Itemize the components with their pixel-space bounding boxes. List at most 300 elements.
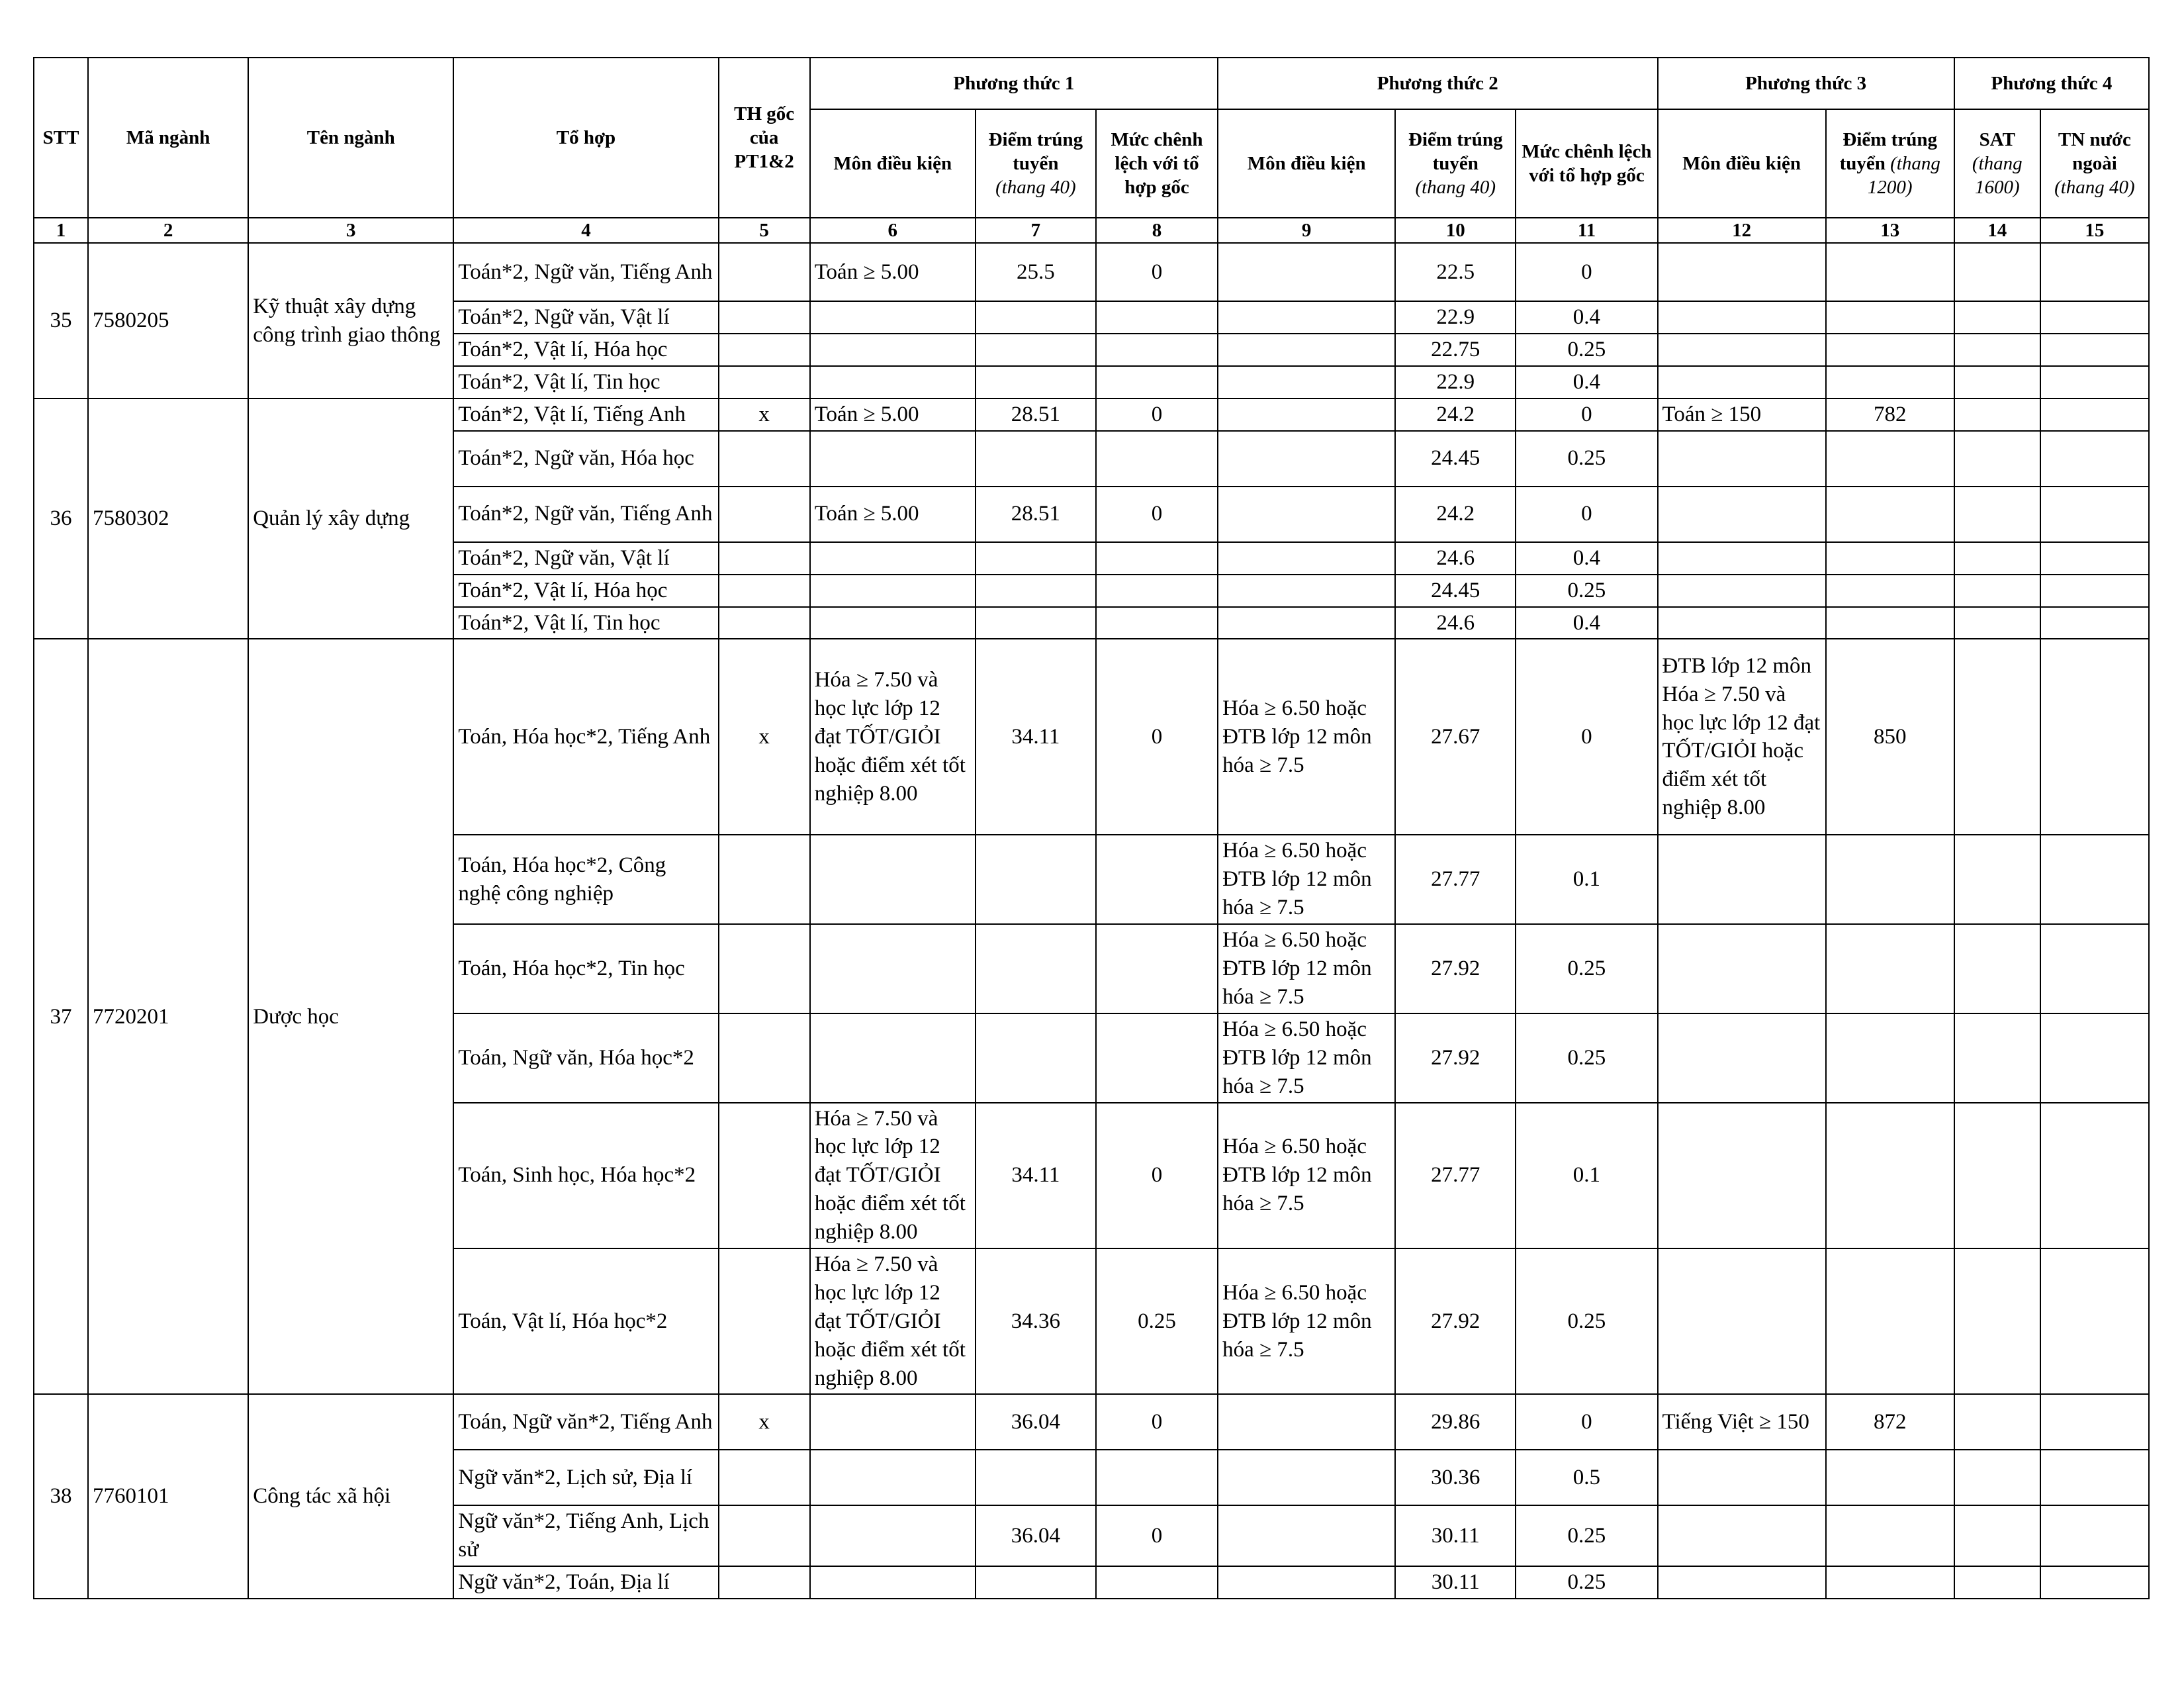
pt3-mon-dieu-kien-cell xyxy=(1658,1013,1826,1103)
pt2-mon-dieu-kien-cell xyxy=(1218,542,1395,575)
header-sat-scale: (thang 1600) xyxy=(1972,152,2023,199)
th-goc-cell xyxy=(719,334,810,366)
th-goc-cell: x xyxy=(719,399,810,431)
table-body xyxy=(34,243,2149,1599)
stt-cell: 36 xyxy=(34,399,88,639)
to-hop-cell: Toán*2, Ngữ văn, Tiếng Anh xyxy=(453,487,718,542)
pt1-diem-cell xyxy=(976,1566,1096,1599)
pt1-mon-dieu-kien-cell xyxy=(810,835,976,924)
pt1-diem-cell: 36.04 xyxy=(976,1505,1096,1566)
tn-nuoc-ngoai-cell xyxy=(2040,1394,2149,1450)
to-hop-cell: Ngữ văn*2, Toán, Địa lí xyxy=(453,1566,718,1599)
th-goc-cell xyxy=(719,924,810,1013)
pt1-mon-dieu-kien-cell xyxy=(810,1566,976,1599)
pt1-mon-dieu-kien-cell xyxy=(810,924,976,1013)
column-number: 12 xyxy=(1658,218,1826,243)
header-tn-nuoc-ngoai xyxy=(2040,109,2149,218)
pt1-mon-dieu-kien-cell: Toán ≥ 5.00 xyxy=(810,487,976,542)
pt1-chenh-lech-cell xyxy=(1096,366,1218,399)
pt2-mon-dieu-kien-cell xyxy=(1218,243,1395,301)
header-phuong-thuc-1: Phương thức 1 xyxy=(810,58,1218,109)
header-th-goc-line3: PT1&2 xyxy=(734,151,794,173)
pt2-chenh-lech-cell: 0.1 xyxy=(1516,1103,1657,1248)
th-goc-cell xyxy=(719,835,810,924)
tn-nuoc-ngoai-cell xyxy=(2040,334,2149,366)
pt1-diem-cell xyxy=(976,924,1096,1013)
sat-cell xyxy=(1954,1450,2040,1505)
sat-cell xyxy=(1954,487,2040,542)
pt3-mon-dieu-kien-cell xyxy=(1658,835,1826,924)
pt1-chenh-lech-cell: 0 xyxy=(1096,639,1218,835)
header-pt2-diem xyxy=(1395,109,1516,218)
pt2-mon-dieu-kien-cell: Hóa ≥ 6.50 hoặc ĐTB lớp 12 môn hóa ≥ 7.5 xyxy=(1218,1013,1395,1103)
admission-table-container xyxy=(33,57,2150,1599)
pt2-chenh-lech-cell: 0.4 xyxy=(1516,607,1657,639)
tn-nuoc-ngoai-cell xyxy=(2040,924,2149,1013)
pt2-diem-cell: 24.45 xyxy=(1395,431,1516,487)
column-number: 13 xyxy=(1826,218,1954,243)
pt2-chenh-lech-cell: 0.25 xyxy=(1516,431,1657,487)
tn-nuoc-ngoai-cell xyxy=(2040,1103,2149,1248)
pt3-diem-cell xyxy=(1826,431,1954,487)
to-hop-cell: Toán, Ngữ văn, Hóa học*2 xyxy=(453,1013,718,1103)
pt1-chenh-lech-cell: 0 xyxy=(1096,243,1218,301)
pt2-diem-cell: 30.11 xyxy=(1395,1505,1516,1566)
th-goc-cell xyxy=(719,487,810,542)
sat-cell xyxy=(1954,366,2040,399)
pt2-chenh-lech-cell: 0.1 xyxy=(1516,835,1657,924)
pt2-mon-dieu-kien-cell xyxy=(1218,399,1395,431)
pt2-diem-cell: 22.9 xyxy=(1395,301,1516,334)
tn-nuoc-ngoai-cell xyxy=(2040,639,2149,835)
pt2-mon-dieu-kien-cell xyxy=(1218,334,1395,366)
pt2-mon-dieu-kien-cell xyxy=(1218,301,1395,334)
pt2-diem-cell: 24.2 xyxy=(1395,399,1516,431)
stt-cell: 37 xyxy=(34,639,88,1394)
th-goc-cell: x xyxy=(719,639,810,835)
header-pt1-mon-dieu-kien: Môn điều kiện xyxy=(810,109,976,218)
pt1-diem-cell xyxy=(976,334,1096,366)
tn-nuoc-ngoai-cell xyxy=(2040,575,2149,607)
pt2-chenh-lech-cell: 0 xyxy=(1516,399,1657,431)
pt2-diem-cell: 24.45 xyxy=(1395,575,1516,607)
pt3-mon-dieu-kien-cell xyxy=(1658,1505,1826,1566)
to-hop-cell: Toán*2, Ngữ văn, Vật lí xyxy=(453,301,718,334)
pt1-mon-dieu-kien-cell: Hóa ≥ 7.50 và học lực lớp 12 đạt TỐT/GIỎI hoặc điểm xét tốt nghiệp 8.00 xyxy=(810,639,976,835)
th-goc-cell xyxy=(719,607,810,639)
pt3-diem-cell xyxy=(1826,334,1954,366)
header-tn-scale: (thang 40) xyxy=(2054,177,2135,199)
to-hop-cell: Toán, Sinh học, Hóa học*2 xyxy=(453,1103,718,1248)
sat-cell xyxy=(1954,1505,2040,1566)
ma-nganh-cell: 7760101 xyxy=(88,1394,248,1599)
pt1-mon-dieu-kien-cell xyxy=(810,334,976,366)
pt2-chenh-lech-cell: 0.4 xyxy=(1516,301,1657,334)
header-sat-label: SAT xyxy=(1979,128,2015,150)
tn-nuoc-ngoai-cell xyxy=(2040,835,2149,924)
pt3-diem-cell xyxy=(1826,1248,1954,1394)
pt1-chenh-lech-cell xyxy=(1096,835,1218,924)
pt1-diem-cell: 34.36 xyxy=(976,1248,1096,1394)
pt1-chenh-lech-cell xyxy=(1096,431,1218,487)
table-row xyxy=(34,399,2149,431)
pt3-diem-cell xyxy=(1826,835,1954,924)
pt2-mon-dieu-kien-cell xyxy=(1218,575,1395,607)
pt1-diem-cell: 28.51 xyxy=(976,487,1096,542)
tn-nuoc-ngoai-cell xyxy=(2040,431,2149,487)
header-stt: STT xyxy=(34,58,88,218)
pt1-mon-dieu-kien-cell xyxy=(810,1450,976,1505)
tn-nuoc-ngoai-cell xyxy=(2040,1566,2149,1599)
pt3-diem-cell xyxy=(1826,924,1954,1013)
pt1-diem-cell: 36.04 xyxy=(976,1394,1096,1450)
pt3-mon-dieu-kien-cell: Tiếng Việt ≥ 150 xyxy=(1658,1394,1826,1450)
ma-nganh-cell: 7580205 xyxy=(88,243,248,399)
ma-nganh-cell: 7580302 xyxy=(88,399,248,639)
pt2-diem-cell: 24.6 xyxy=(1395,542,1516,575)
tn-nuoc-ngoai-cell xyxy=(2040,243,2149,301)
pt1-mon-dieu-kien-cell xyxy=(810,1013,976,1103)
pt3-mon-dieu-kien-cell xyxy=(1658,243,1826,301)
sat-cell xyxy=(1954,542,2040,575)
pt3-diem-cell xyxy=(1826,487,1954,542)
pt3-mon-dieu-kien-cell xyxy=(1658,607,1826,639)
th-goc-cell xyxy=(719,542,810,575)
column-number: 8 xyxy=(1096,218,1218,243)
pt3-diem-cell xyxy=(1826,243,1954,301)
column-number: 5 xyxy=(719,218,810,243)
pt1-mon-dieu-kien-cell xyxy=(810,1505,976,1566)
pt3-mon-dieu-kien-cell xyxy=(1658,431,1826,487)
th-goc-cell xyxy=(719,1566,810,1599)
pt2-mon-dieu-kien-cell xyxy=(1218,366,1395,399)
sat-cell xyxy=(1954,334,2040,366)
pt1-chenh-lech-cell xyxy=(1096,1450,1218,1505)
pt2-mon-dieu-kien-cell: Hóa ≥ 6.50 hoặc ĐTB lớp 12 môn hóa ≥ 7.5 xyxy=(1218,639,1395,835)
header-phuong-thuc-3: Phương thức 3 xyxy=(1658,58,1954,109)
to-hop-cell: Toán*2, Ngữ văn, Hóa học xyxy=(453,431,718,487)
table-header xyxy=(34,58,2149,243)
column-number: 11 xyxy=(1516,218,1657,243)
to-hop-cell: Ngữ văn*2, Lịch sử, Địa lí xyxy=(453,1450,718,1505)
pt2-diem-cell: 24.6 xyxy=(1395,607,1516,639)
column-number: 10 xyxy=(1395,218,1516,243)
pt1-mon-dieu-kien-cell: Toán ≥ 5.00 xyxy=(810,399,976,431)
header-pt1-diem-label: Điểm trúng tuyển xyxy=(988,128,1083,174)
tn-nuoc-ngoai-cell xyxy=(2040,399,2149,431)
header-ma-nganh: Mã ngành xyxy=(88,58,248,218)
pt2-mon-dieu-kien-cell xyxy=(1218,487,1395,542)
pt3-diem-cell: 850 xyxy=(1826,639,1954,835)
tn-nuoc-ngoai-cell xyxy=(2040,607,2149,639)
th-goc-cell xyxy=(719,1103,810,1248)
sat-cell xyxy=(1954,1394,2040,1450)
pt2-diem-cell: 27.92 xyxy=(1395,924,1516,1013)
to-hop-cell: Toán*2, Vật lí, Tin học xyxy=(453,366,718,399)
header-tn-label: TN nước ngoài xyxy=(2058,128,2131,174)
th-goc-cell: x xyxy=(719,1394,810,1450)
to-hop-cell: Toán, Hóa học*2, Công nghệ công nghiệp xyxy=(453,835,718,924)
th-goc-cell xyxy=(719,301,810,334)
pt1-diem-cell xyxy=(976,366,1096,399)
pt1-diem-cell xyxy=(976,607,1096,639)
pt1-diem-cell: 34.11 xyxy=(976,1103,1096,1248)
header-pt1-diem-scale: (thang 40) xyxy=(995,177,1076,199)
pt3-diem-cell xyxy=(1826,366,1954,399)
pt3-mon-dieu-kien-cell xyxy=(1658,1566,1826,1599)
sat-cell xyxy=(1954,1566,2040,1599)
sat-cell xyxy=(1954,1013,2040,1103)
pt3-mon-dieu-kien-cell xyxy=(1658,487,1826,542)
admission-scores-table xyxy=(33,57,2150,1599)
to-hop-cell: Toán, Ngữ văn*2, Tiếng Anh xyxy=(453,1394,718,1450)
header-pt1-diem xyxy=(976,109,1096,218)
th-goc-cell xyxy=(719,1248,810,1394)
sat-cell xyxy=(1954,431,2040,487)
pt1-diem-cell xyxy=(976,542,1096,575)
header-pt3-diem-scale: (thang 1200) xyxy=(1867,152,1940,199)
pt2-chenh-lech-cell: 0.25 xyxy=(1516,1248,1657,1394)
column-number: 4 xyxy=(453,218,718,243)
table-row xyxy=(34,243,2149,301)
tn-nuoc-ngoai-cell xyxy=(2040,1450,2149,1505)
to-hop-cell: Toán*2, Vật lí, Tin học xyxy=(453,607,718,639)
th-goc-cell xyxy=(719,1013,810,1103)
stt-cell: 38 xyxy=(34,1394,88,1599)
sat-cell xyxy=(1954,399,2040,431)
pt2-chenh-lech-cell: 0.25 xyxy=(1516,1505,1657,1566)
sat-cell xyxy=(1954,639,2040,835)
to-hop-cell: Toán*2, Ngữ văn, Tiếng Anh xyxy=(453,243,718,301)
column-number-row xyxy=(34,218,2149,243)
pt1-mon-dieu-kien-cell: Hóa ≥ 7.50 và học lực lớp 12 đạt TỐT/GIỎI hoặc điểm xét tốt nghiệp 8.00 xyxy=(810,1248,976,1394)
ten-nganh-cell: Công tác xã hội xyxy=(248,1394,453,1599)
pt2-diem-cell: 27.77 xyxy=(1395,1103,1516,1248)
sat-cell xyxy=(1954,607,2040,639)
ma-nganh-cell: 7720201 xyxy=(88,639,248,1394)
th-goc-cell xyxy=(719,431,810,487)
sat-cell xyxy=(1954,1103,2040,1248)
pt1-chenh-lech-cell xyxy=(1096,924,1218,1013)
pt1-chenh-lech-cell: 0 xyxy=(1096,1505,1218,1566)
pt1-diem-cell: 25.5 xyxy=(976,243,1096,301)
header-phuong-thuc-4: Phương thức 4 xyxy=(1954,58,2149,109)
pt2-mon-dieu-kien-cell xyxy=(1218,1394,1395,1450)
pt3-diem-cell xyxy=(1826,1103,1954,1248)
header-pt2-chenh-lech: Mức chênh lệch với tổ hợp gốc xyxy=(1516,109,1657,218)
pt3-diem-cell xyxy=(1826,1450,1954,1505)
column-number: 3 xyxy=(248,218,453,243)
header-to-hop: Tổ hợp xyxy=(453,58,718,218)
pt1-chenh-lech-cell: 0.25 xyxy=(1096,1248,1218,1394)
pt1-diem-cell: 34.11 xyxy=(976,639,1096,835)
pt1-diem-cell xyxy=(976,431,1096,487)
header-pt1-chenh-lech: Mức chênh lệch với tổ hợp gốc xyxy=(1096,109,1218,218)
pt1-chenh-lech-cell xyxy=(1096,607,1218,639)
pt2-mon-dieu-kien-cell: Hóa ≥ 6.50 hoặc ĐTB lớp 12 môn hóa ≥ 7.5 xyxy=(1218,1103,1395,1248)
to-hop-cell: Toán, Hóa học*2, Tin học xyxy=(453,924,718,1013)
pt2-chenh-lech-cell: 0.25 xyxy=(1516,924,1657,1013)
to-hop-cell: Toán*2, Vật lí, Hóa học xyxy=(453,334,718,366)
to-hop-cell: Toán*2, Ngữ văn, Vật lí xyxy=(453,542,718,575)
header-pt2-mon-dieu-kien: Môn điều kiện xyxy=(1218,109,1395,218)
sat-cell xyxy=(1954,575,2040,607)
pt1-diem-cell: 28.51 xyxy=(976,399,1096,431)
pt1-chenh-lech-cell: 0 xyxy=(1096,487,1218,542)
header-pt3-diem xyxy=(1826,109,1954,218)
pt2-mon-dieu-kien-cell xyxy=(1218,1566,1395,1599)
pt1-diem-cell xyxy=(976,301,1096,334)
pt3-mon-dieu-kien-cell xyxy=(1658,542,1826,575)
column-number: 14 xyxy=(1954,218,2040,243)
pt2-chenh-lech-cell: 0.25 xyxy=(1516,575,1657,607)
pt1-chenh-lech-cell: 0 xyxy=(1096,1394,1218,1450)
tn-nuoc-ngoai-cell xyxy=(2040,301,2149,334)
header-pt3-mon-dieu-kien: Môn điều kiện xyxy=(1658,109,1826,218)
pt1-diem-cell xyxy=(976,1450,1096,1505)
header-pt2-diem-label: Điểm trúng tuyển xyxy=(1408,128,1503,174)
pt3-diem-cell xyxy=(1826,607,1954,639)
column-number: 7 xyxy=(976,218,1096,243)
pt3-diem-cell xyxy=(1826,301,1954,334)
pt3-diem-cell: 872 xyxy=(1826,1394,1954,1450)
pt2-diem-cell: 30.36 xyxy=(1395,1450,1516,1505)
pt3-mon-dieu-kien-cell xyxy=(1658,924,1826,1013)
pt2-diem-cell: 24.2 xyxy=(1395,487,1516,542)
pt1-mon-dieu-kien-cell: Hóa ≥ 7.50 và học lực lớp 12 đạt TỐT/GIỎI hoặc điểm xét tốt nghiệp 8.00 xyxy=(810,1103,976,1248)
to-hop-cell: Toán, Hóa học*2, Tiếng Anh xyxy=(453,639,718,835)
pt3-diem-cell xyxy=(1826,575,1954,607)
pt2-chenh-lech-cell: 0.4 xyxy=(1516,366,1657,399)
sat-cell xyxy=(1954,835,2040,924)
table-row xyxy=(34,639,2149,835)
th-goc-cell xyxy=(719,366,810,399)
column-number: 6 xyxy=(810,218,976,243)
pt3-mon-dieu-kien-cell xyxy=(1658,575,1826,607)
pt2-chenh-lech-cell: 0.5 xyxy=(1516,1450,1657,1505)
th-goc-cell xyxy=(719,243,810,301)
tn-nuoc-ngoai-cell xyxy=(2040,1505,2149,1566)
to-hop-cell: Toán*2, Vật lí, Hóa học xyxy=(453,575,718,607)
pt1-mon-dieu-kien-cell xyxy=(810,366,976,399)
pt2-diem-cell: 27.67 xyxy=(1395,639,1516,835)
pt2-chenh-lech-cell: 0.25 xyxy=(1516,1013,1657,1103)
pt1-chenh-lech-cell: 0 xyxy=(1096,399,1218,431)
pt3-mon-dieu-kien-cell xyxy=(1658,366,1826,399)
pt3-diem-cell xyxy=(1826,1505,1954,1566)
pt3-mon-dieu-kien-cell xyxy=(1658,1450,1826,1505)
pt2-diem-cell: 30.11 xyxy=(1395,1566,1516,1599)
pt1-diem-cell xyxy=(976,575,1096,607)
pt2-mon-dieu-kien-cell: Hóa ≥ 6.50 hoặc ĐTB lớp 12 môn hóa ≥ 7.5 xyxy=(1218,835,1395,924)
pt2-chenh-lech-cell: 0 xyxy=(1516,243,1657,301)
pt2-mon-dieu-kien-cell xyxy=(1218,1450,1395,1505)
sat-cell xyxy=(1954,243,2040,301)
to-hop-cell: Toán, Vật lí, Hóa học*2 xyxy=(453,1248,718,1394)
header-th-goc-line1: TH gốc xyxy=(734,103,795,124)
pt3-mon-dieu-kien-cell xyxy=(1658,301,1826,334)
pt2-chenh-lech-cell: 0.25 xyxy=(1516,334,1657,366)
pt1-mon-dieu-kien-cell xyxy=(810,301,976,334)
pt3-mon-dieu-kien-cell xyxy=(1658,334,1826,366)
pt2-diem-cell: 27.92 xyxy=(1395,1248,1516,1394)
pt1-chenh-lech-cell xyxy=(1096,1013,1218,1103)
pt1-chenh-lech-cell xyxy=(1096,575,1218,607)
column-number: 1 xyxy=(34,218,88,243)
pt2-chenh-lech-cell: 0 xyxy=(1516,639,1657,835)
pt2-mon-dieu-kien-cell: Hóa ≥ 6.50 hoặc ĐTB lớp 12 môn hóa ≥ 7.5 xyxy=(1218,924,1395,1013)
pt3-diem-cell: 782 xyxy=(1826,399,1954,431)
pt2-mon-dieu-kien-cell xyxy=(1218,1505,1395,1566)
pt2-chenh-lech-cell: 0 xyxy=(1516,487,1657,542)
column-number: 2 xyxy=(88,218,248,243)
header-sat xyxy=(1954,109,2040,218)
pt1-mon-dieu-kien-cell: Toán ≥ 5.00 xyxy=(810,243,976,301)
pt2-chenh-lech-cell: 0 xyxy=(1516,1394,1657,1450)
pt1-chenh-lech-cell: 0 xyxy=(1096,1103,1218,1248)
pt3-mon-dieu-kien-cell xyxy=(1658,1248,1826,1394)
sat-cell xyxy=(1954,1248,2040,1394)
ten-nganh-cell: Kỹ thuật xây dựng công trình giao thông xyxy=(248,243,453,399)
column-number: 9 xyxy=(1218,218,1395,243)
ten-nganh-cell: Dược học xyxy=(248,639,453,1394)
pt1-chenh-lech-cell xyxy=(1096,542,1218,575)
th-goc-cell xyxy=(719,1505,810,1566)
pt1-chenh-lech-cell xyxy=(1096,334,1218,366)
pt2-chenh-lech-cell: 0.25 xyxy=(1516,1566,1657,1599)
header-th-goc-line2: của xyxy=(749,126,779,148)
tn-nuoc-ngoai-cell xyxy=(2040,1013,2149,1103)
th-goc-cell xyxy=(719,1450,810,1505)
pt3-mon-dieu-kien-cell: ĐTB lớp 12 môn Hóa ≥ 7.50 và học lực lớp 12 đạt TỐT/GIỎI hoặc điểm xét tốt nghiệp 8.00 xyxy=(1658,639,1826,835)
tn-nuoc-ngoai-cell xyxy=(2040,487,2149,542)
pt3-diem-cell xyxy=(1826,542,1954,575)
sat-cell xyxy=(1954,301,2040,334)
to-hop-cell: Toán*2, Vật lí, Tiếng Anh xyxy=(453,399,718,431)
pt1-mon-dieu-kien-cell xyxy=(810,1394,976,1450)
ten-nganh-cell: Quản lý xây dựng xyxy=(248,399,453,639)
header-phuong-thuc-2: Phương thức 2 xyxy=(1218,58,1657,109)
sat-cell xyxy=(1954,924,2040,1013)
pt1-mon-dieu-kien-cell xyxy=(810,431,976,487)
pt2-diem-cell: 27.77 xyxy=(1395,835,1516,924)
tn-nuoc-ngoai-cell xyxy=(2040,1248,2149,1394)
pt2-diem-cell: 29.86 xyxy=(1395,1394,1516,1450)
pt3-diem-cell xyxy=(1826,1566,1954,1599)
stt-cell: 35 xyxy=(34,243,88,399)
pt2-mon-dieu-kien-cell xyxy=(1218,607,1395,639)
th-goc-cell xyxy=(719,575,810,607)
pt2-diem-cell: 27.92 xyxy=(1395,1013,1516,1103)
pt1-mon-dieu-kien-cell xyxy=(810,575,976,607)
tn-nuoc-ngoai-cell xyxy=(2040,542,2149,575)
tn-nuoc-ngoai-cell xyxy=(2040,366,2149,399)
pt2-chenh-lech-cell: 0.4 xyxy=(1516,542,1657,575)
header-pt2-diem-scale: (thang 40) xyxy=(1415,177,1496,199)
pt2-diem-cell: 22.9 xyxy=(1395,366,1516,399)
header-th-goc xyxy=(719,58,810,218)
column-number: 15 xyxy=(2040,218,2149,243)
pt3-mon-dieu-kien-cell: Toán ≥ 150 xyxy=(1658,399,1826,431)
to-hop-cell: Ngữ văn*2, Tiếng Anh, Lịch sử xyxy=(453,1505,718,1566)
pt2-mon-dieu-kien-cell xyxy=(1218,431,1395,487)
header-ten-nganh: Tên ngành xyxy=(248,58,453,218)
pt3-mon-dieu-kien-cell xyxy=(1658,1103,1826,1248)
pt2-diem-cell: 22.75 xyxy=(1395,334,1516,366)
pt2-diem-cell: 22.5 xyxy=(1395,243,1516,301)
pt1-chenh-lech-cell xyxy=(1096,1566,1218,1599)
pt1-chenh-lech-cell xyxy=(1096,301,1218,334)
